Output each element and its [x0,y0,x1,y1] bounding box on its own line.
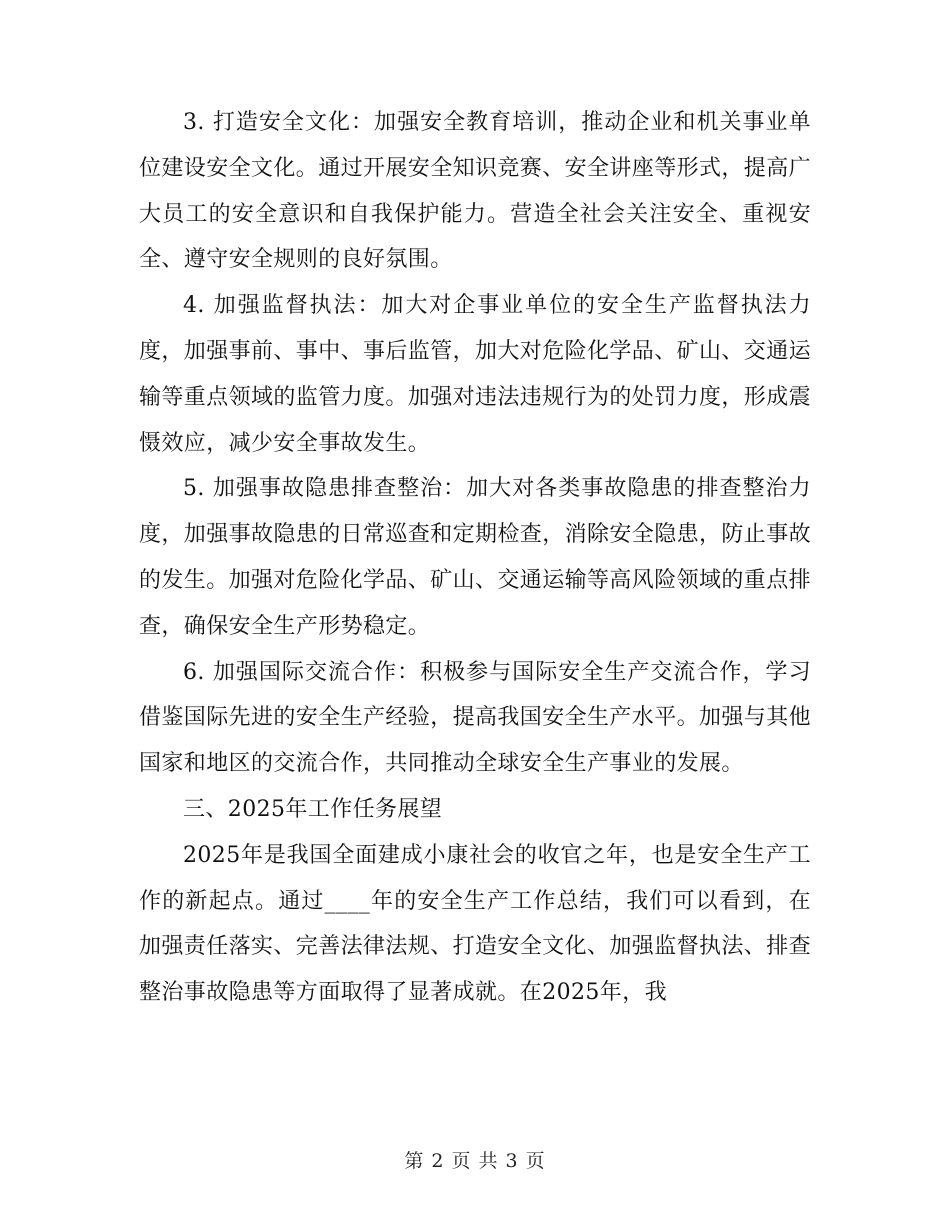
paragraph-2025-outlook: 2025年是我国全面建成小康社会的收官之年，也是安全生产工作的新起点。通过____年的安全生产工作总结，我们可以看到，在加强责任落实、完善法律法规、打造安全文化、加强监督执法、排查整治事故隐患等方面取得了显著成就。在2025年，我 [139,842,812,1006]
paragraph-supervision-enforcement: 4. 加强监督执法：加大对企事业单位的安全生产监督执法力度，加强事前、事中、事后监管，加大对危险化学品、矿山、交通运输等重点领域的监管力度。加强对违法违规行为的处罚力度，形成震慑效应，减少安全事故发生。 [139,293,812,456]
page-number-footer: 第 2 页 共 3 页 [404,1150,546,1172]
paragraph-safety-culture: 3. 打造安全文化：加强安全教育培训，推动企业和机关事业单位建设安全文化。通过开展安全知识竞赛、安全讲座等形式，提高广大员工的安全意识和自我保护能力。营造全社会关注安全、重视安全、遵守安全规则的良好氛围。 [139,110,812,273]
document-body [139,100,811,1016]
section-heading-2025-outlook: 三、2025年工作任务展望 [183,796,443,822]
paragraph-international-cooperation: 6. 加强国际交流合作：积极参与国际安全生产交流合作，学习借鉴国际先进的安全生产经验，提高我国安全生产水平。加强与其他国家和地区的交流合作，共同推动全球安全生产事业的发展。 [139,659,812,777]
paragraph-hazard-inspection: 5. 加强事故隐患排查整治：加大对各类事故隐患的排查整治力度，加强事故隐患的日常巡查和定期检查，消除安全隐患，防止事故的发生。加强对危险化学品、矿山、交通运输等高风险领域的重点排查，确保安全生产形势稳定。 [139,476,812,639]
